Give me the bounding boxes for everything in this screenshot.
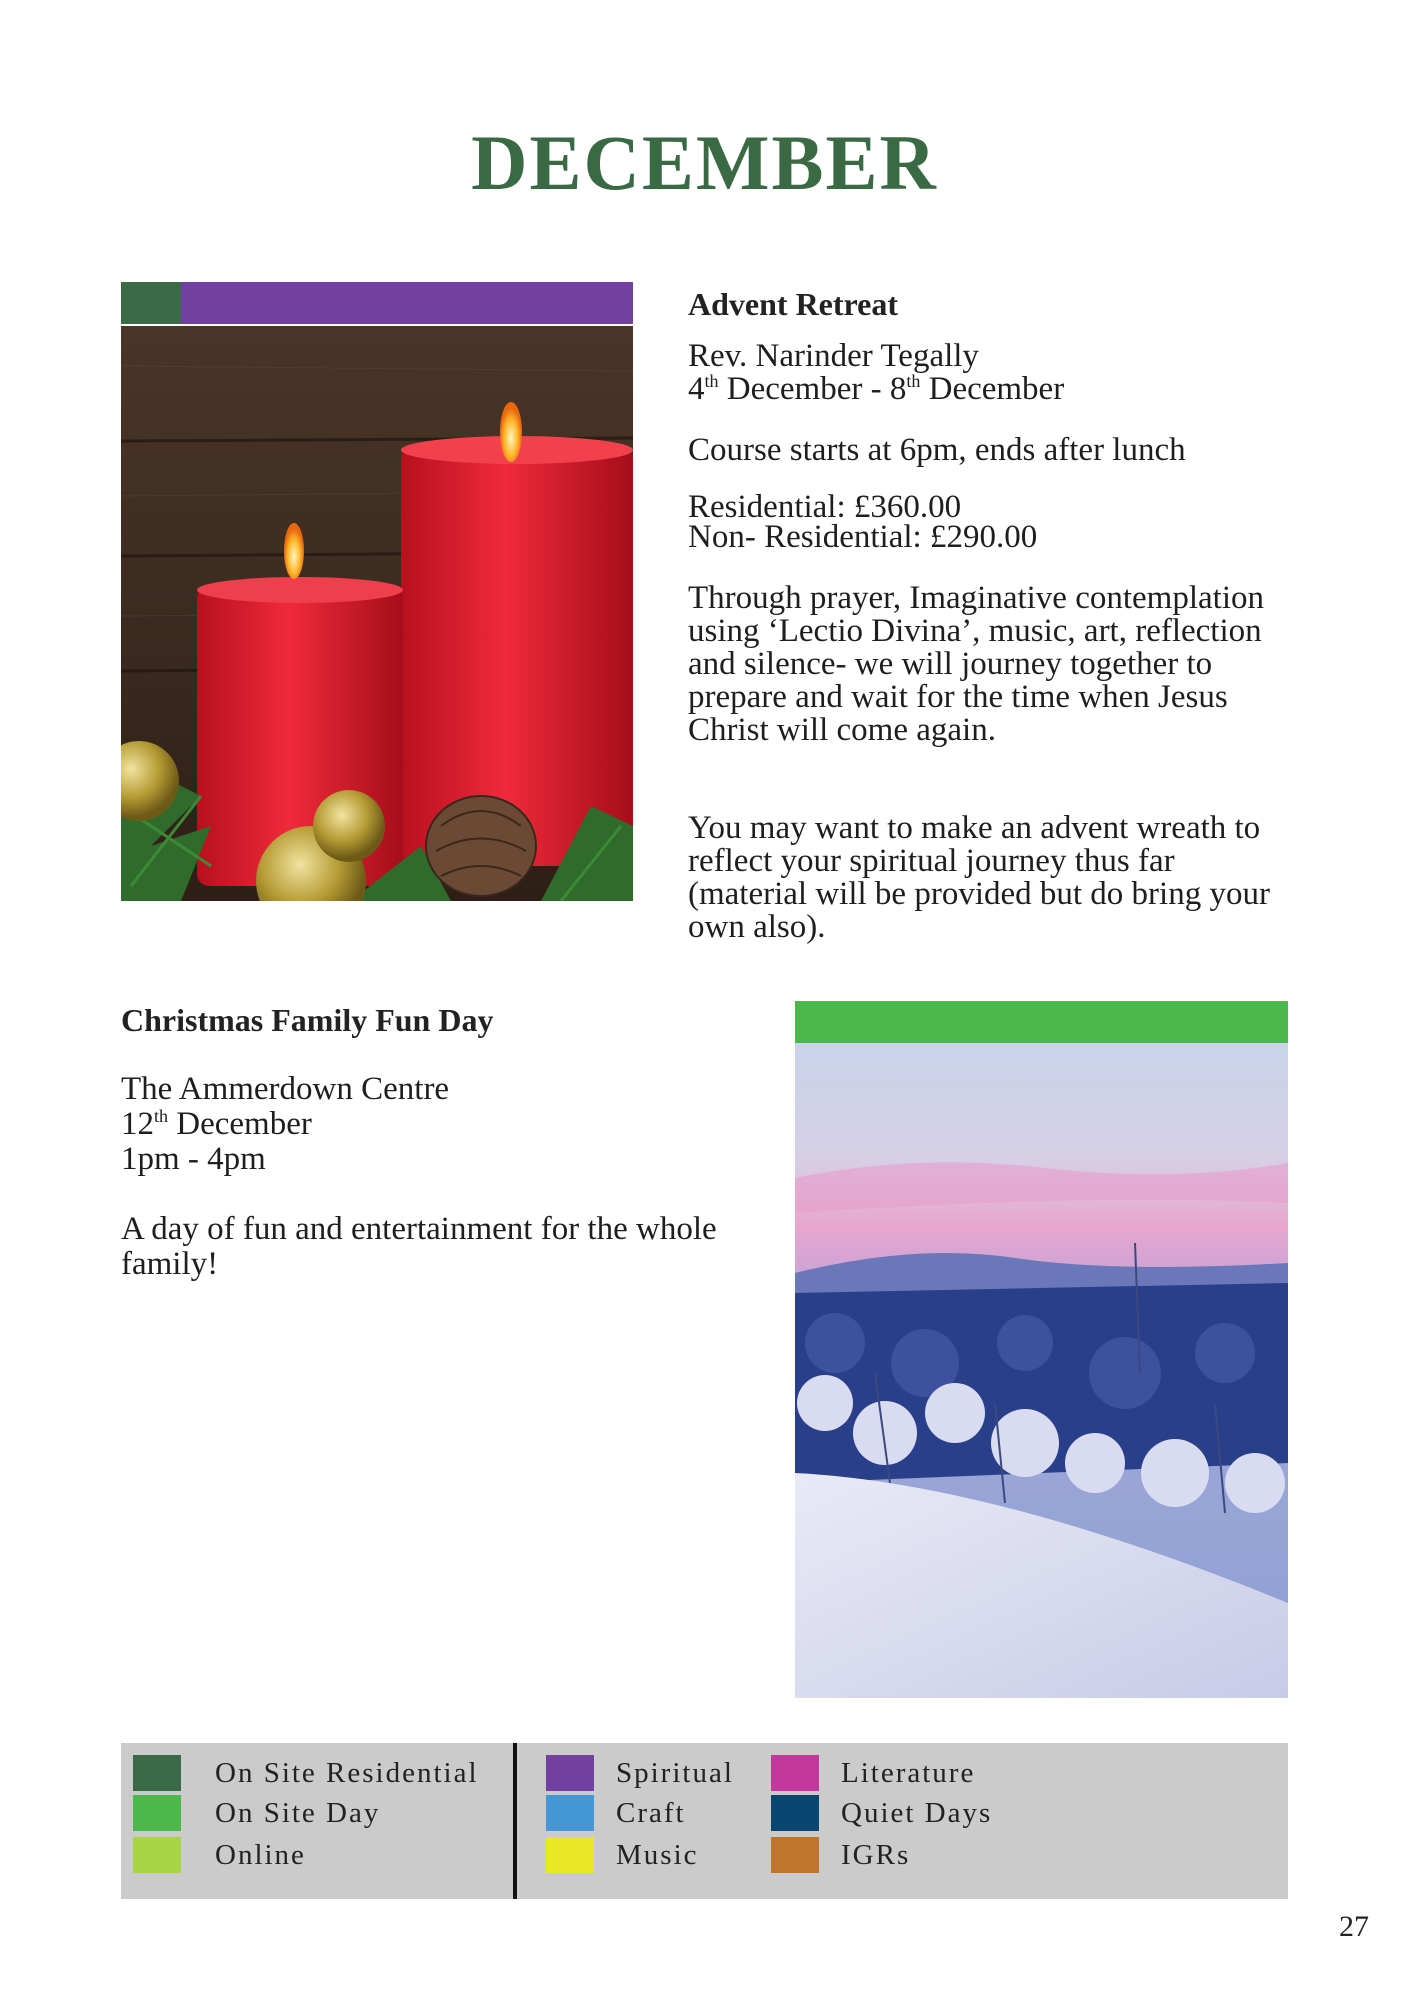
advent-times: Course starts at 6pm, ends after lunch bbox=[688, 432, 1186, 468]
snowy-landscape-image bbox=[795, 1043, 1288, 1698]
advent-details bbox=[688, 340, 1288, 406]
christmas-category-bar bbox=[795, 1001, 1288, 1043]
advent-prices bbox=[688, 489, 1288, 555]
advent-leader: Rev. Narinder Tegally bbox=[688, 338, 979, 374]
advent-description-2: You may want to make an advent wreath to reflect your spiritual journey thus far (material will be provided but do bring your own also). bbox=[688, 810, 1270, 945]
advent-price-non-residential: Non- Residential: £290.00 bbox=[688, 519, 1038, 555]
residential-color-block bbox=[121, 282, 181, 324]
legend-swatch bbox=[771, 1837, 819, 1873]
legend-swatch bbox=[133, 1837, 181, 1873]
legend-swatch bbox=[546, 1755, 594, 1791]
advent-category-bar bbox=[121, 282, 633, 324]
legend-swatch bbox=[133, 1795, 181, 1831]
christmas-title: Christmas Family Fun Day bbox=[121, 1002, 494, 1038]
legend-divider bbox=[513, 1743, 517, 1899]
christmas-details bbox=[121, 1072, 741, 1177]
advent-title: Advent Retreat bbox=[688, 286, 899, 322]
legend-swatch bbox=[771, 1755, 819, 1791]
legend-swatch bbox=[546, 1837, 594, 1873]
page-number: 27 bbox=[1339, 1910, 1369, 1943]
candles-image bbox=[121, 326, 633, 901]
advent-price-residential: Residential: £360.00 bbox=[688, 489, 962, 525]
category-legend: On Site Residential On Site Day Online Spiritual Craft Music Literature Quiet Days IGRs bbox=[121, 1743, 1288, 1899]
advent-description-1: Through prayer, Imaginative contemplation using ‘Lectio Divina’, music, art, reflection and silence- we will journey together to prepare and wait for the time when Jesus Christ will come again. bbox=[688, 580, 1264, 748]
christmas-venue: The Ammerdown Centre bbox=[121, 1071, 450, 1107]
advent-dates: 4th December - 8th December bbox=[688, 371, 1065, 407]
page-title: DECEMBER bbox=[471, 119, 938, 206]
christmas-description: A day of fun and entertainment for the whole family! bbox=[121, 1211, 717, 1282]
christmas-times: 1pm - 4pm bbox=[121, 1141, 266, 1177]
spiritual-color-block bbox=[181, 282, 633, 324]
christmas-date: 12th December bbox=[121, 1106, 312, 1142]
legend-swatch bbox=[771, 1795, 819, 1831]
legend-swatch bbox=[546, 1795, 594, 1831]
legend-swatch bbox=[133, 1755, 181, 1791]
